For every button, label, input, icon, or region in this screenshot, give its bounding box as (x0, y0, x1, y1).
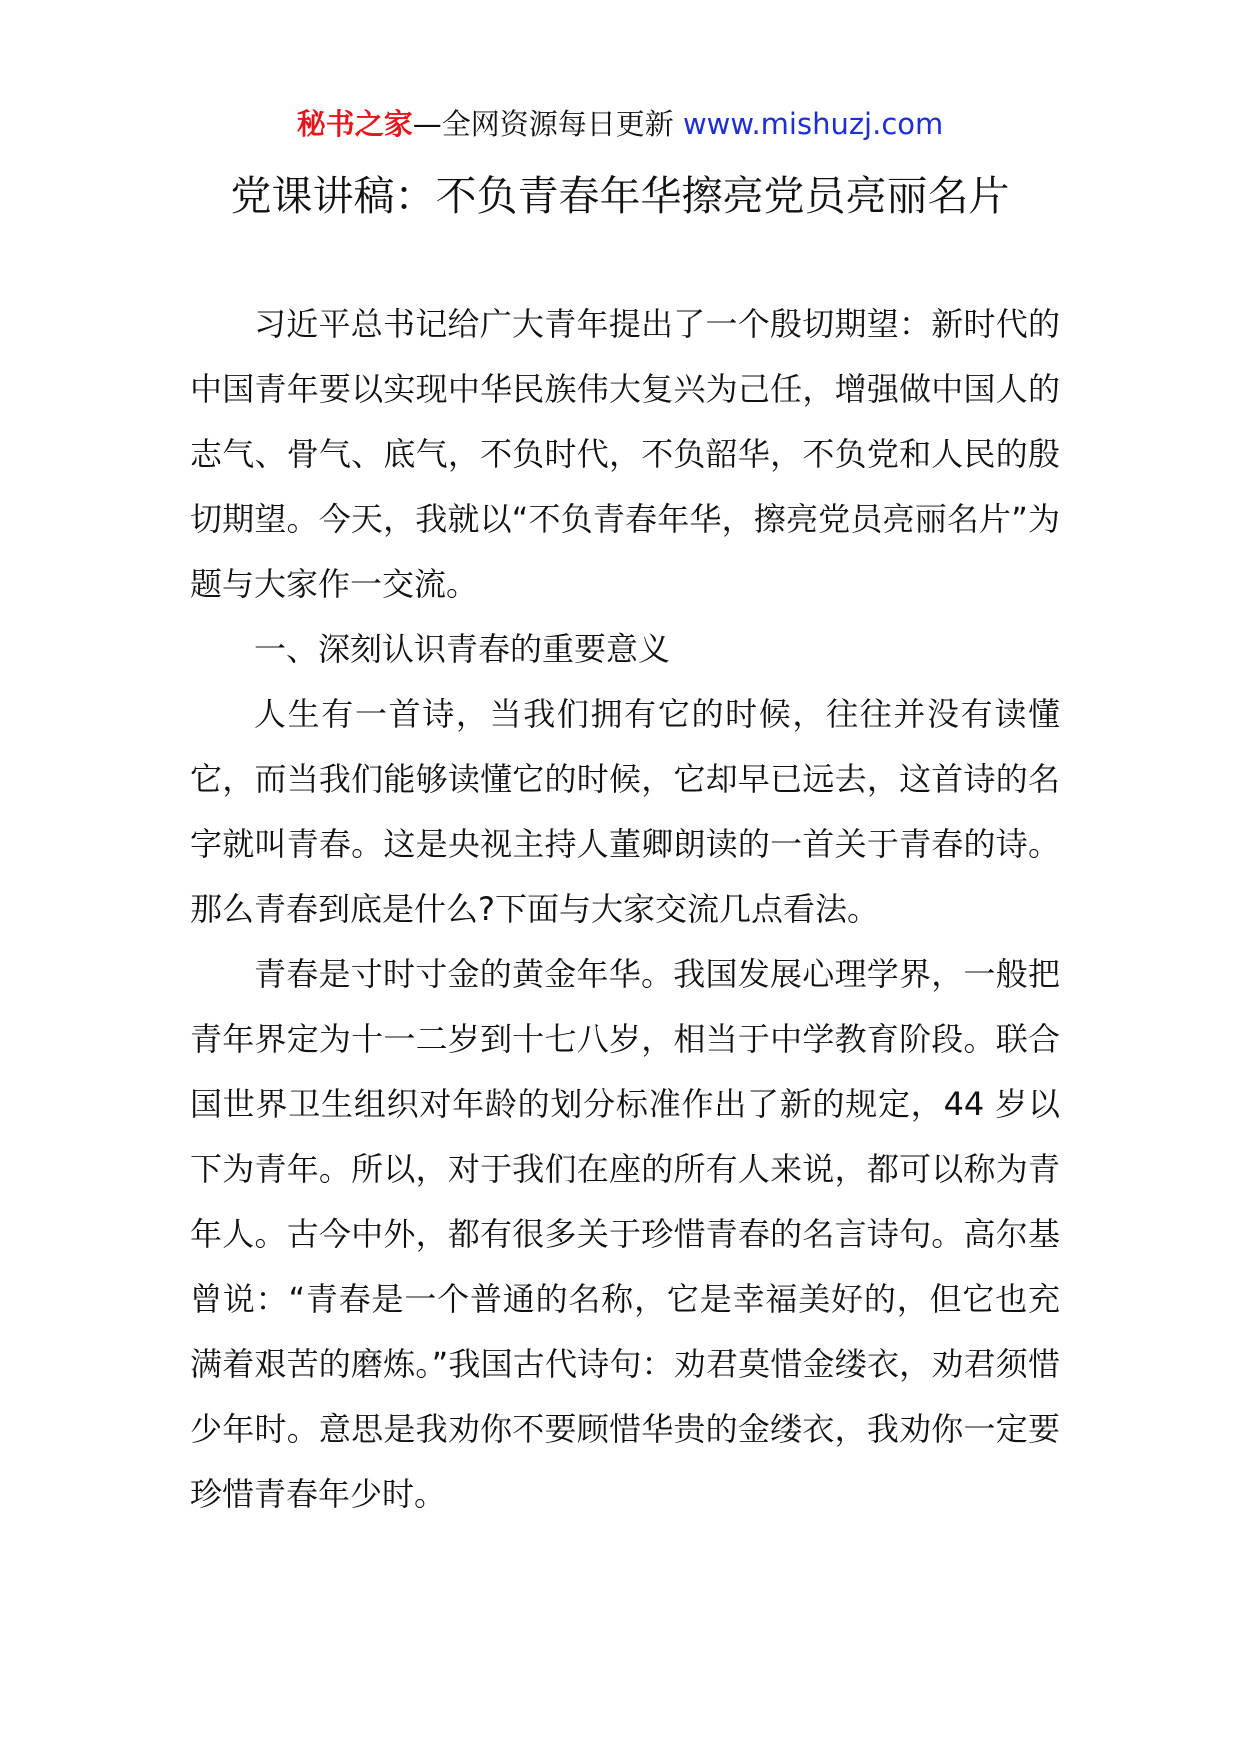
document-title: 党课讲稿：不负青春年华擦亮党员亮丽名片 (230, 172, 1010, 220)
site-url-link[interactable]: www.mishuzj.com (682, 107, 944, 141)
paragraph-golden-years: 青春是寸时寸金的黄金年华。我国发展心理学界，一般把青年界定为十一二岁到十七八岁，相当于中学教育阶段。联合国世界卫生组织对年龄的划分标准作出了新的规定，44 岁以下为青年。所以，对于我们在座的所有人来说，都可以称为青年人。古今中外，都有很多关于珍惜青春的名言诗句。高尔基曾说：“青春是一个普通的名称，它是幸福美好的，但它也充满着艰苦的磨炼。”我国古代诗句：劝君莫惜金缕衣，劝君须惜少年时。意思是我劝你不要顾惜华贵的金缕衣，我劝你一定要珍惜青春年少时。 (190, 955, 1060, 1513)
site-brand: 秘书之家 (296, 107, 413, 141)
paragraph-intro: 习近平总书记给广大青年提出了一个殷切期望：新时代的中国青年要以实现中华民族伟大复兴为己任，增强做中国人的志气、骨气、底气，不负时代，不负韶华，不负党和人民的殷切期望。今天，我就以“不负青春年华，擦亮党员亮丽名片”为题与大家作一交流。 (190, 305, 1060, 603)
site-tagline: —全网资源每日更新 (412, 107, 674, 141)
site-header (0, 104, 1240, 144)
section-heading-1: 一、深刻认识青春的重要意义 (254, 630, 671, 668)
paragraph-poem: 人生有一首诗，当我们拥有它的时候，往往并没有读懂它，而当我们能够读懂它的时候，它却早已远去，这首诗的名字就叫青春。这是央视主持人董卿朗读的一首关于青春的诗。那么青春到底是什么?下面与大家交流几点看法。 (190, 695, 1060, 928)
document-body (190, 292, 1060, 1527)
